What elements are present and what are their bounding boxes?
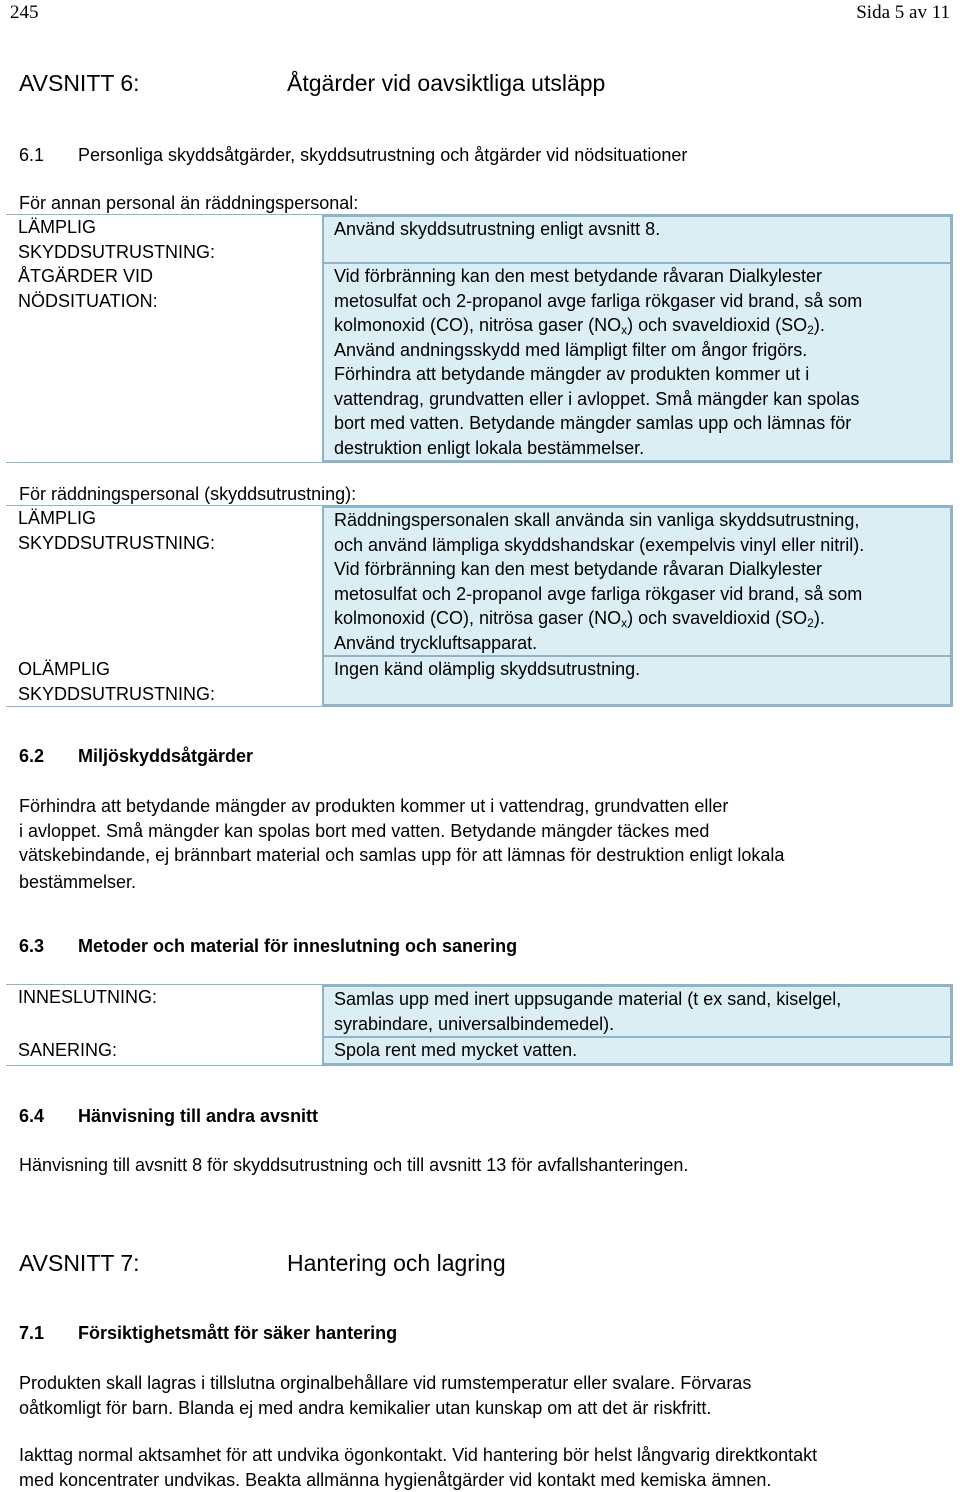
- table-row: [6, 985, 953, 1038]
- row-value: Samlas upp med inert uppsugande material (t ex sand, kiselgel, syrabindare, universalbindemedel).: [322, 985, 953, 1038]
- row-value: Använd skyddsutrustning enligt avsnitt 8.: [322, 215, 953, 264]
- table-row: [6, 506, 953, 657]
- protective-measures-table-2: [6, 505, 953, 707]
- row-label: ÅTGÄRDER VID NÖDSITUATION:: [18, 266, 158, 311]
- section-7-number: AVSNITT 7:: [19, 1250, 140, 1276]
- section-6-title: Åtgärder vid oavsiktliga utsläpp: [287, 70, 606, 96]
- containment-table: [6, 984, 953, 1066]
- subsection-6-4-number: 6.4: [19, 1106, 45, 1126]
- subsection-7-1-number: 7.1: [19, 1323, 45, 1343]
- row-label: INNESLUTNING:: [18, 987, 158, 1007]
- row-label: SANERING:: [18, 1040, 118, 1060]
- subsection-6-2-number: 6.2: [19, 746, 45, 766]
- subsection-6-2-text: Förhindra att betydande mängder av produkten kommer ut i vattendrag, grundvatten eller i avloppet. Små mängder kan spolas bort med vatten. Betydande mängder täckes med vätskebindande, ej brännbart material och samlas upp för att lämnas för destruktion enligt lokala bestämmelser.: [19, 796, 785, 892]
- section-7-title: Hantering och lagring: [287, 1250, 506, 1276]
- row-value: Ingen känd olämplig skyddsutrustning.: [322, 657, 953, 706]
- subsection-6-3-number: 6.3: [19, 936, 45, 956]
- table-row: [6, 215, 953, 264]
- row-value: Räddningspersonalen skall använda sin vanliga skyddsutrustning, och använd lämpliga skyddshandskar (exempelvis vinyl eller nitril). Vid förbränning kan den mest betydande råvaran Dialkylester metosulfat och 2-propanol avge farliga rökgaser vid brand, så som kolmonoxid (CO), nitrösa gaser $(NO_x)$ och svaveldioxid $(SO_2)$. Använd tryckluftsapparat.: [322, 506, 953, 657]
- non-rescue-intro: För annan personal än räddningspersonal:: [19, 193, 359, 213]
- row-value: Vid förbränning kan den mest betydande råvaran Dialkylester metosulfat och 2-propanol avge farliga rökgaser vid brand, så som kolmonoxid (CO), nitrösa gaser $(NO_x)$ och svaveldioxid $(SO_2)$. Använd andningsskydd med lämpligt filter om ångor frigörs. Förhindra att betydande mängder av produkten kommer ut i vattendrag, grundvatten eller i avloppet. Små mängder kan spolas bort med vatten. Betydande mängder samlas upp och lämnas för destruktion enligt lokala bestämmelser.: [322, 264, 953, 462]
- row-label: LÄMPLIG SKYDDSUTRUSTNING:: [18, 217, 216, 262]
- table-row: [6, 657, 953, 706]
- subsection-7-1-title: Försiktighetsmått för säker hantering: [78, 1323, 398, 1343]
- section-6-number: AVSNITT 6:: [19, 70, 140, 96]
- subsection-6-2-title: Miljöskyddsåtgärder: [78, 746, 254, 766]
- subsection-6-1-number: 6.1: [19, 145, 45, 165]
- row-value: Spola rent med mycket vatten.: [322, 1038, 953, 1065]
- subsection-7-1-para-2: Iakttag normal aktsamhet för att undvika ögonkontakt. Vid hantering bör helst långvarig direktkontakt med koncentrater undvikas. Beakta allmänna hygienåtgärder vid kontakt med kemiska ämnen.: [19, 1445, 818, 1490]
- table-row: [6, 1038, 953, 1065]
- subsection-6-4-text: Hänvisning till avsnitt 8 för skyddsutrustning och till avsnitt 13 för avfallshanteringen.: [19, 1155, 689, 1175]
- row-label: OLÄMPLIG SKYDDSUTRUSTNING:: [18, 659, 216, 704]
- subsection-6-3-title: Metoder och material för inneslutning och sanering: [78, 936, 518, 956]
- subsection-6-1-title: Personliga skyddsåtgärder, skyddsutrustning och åtgärder vid nödsituationer: [78, 145, 688, 165]
- subsection-7-1-para-1: Produkten skall lagras i tillslutna orginalbehållare vid rumstemperatur eller svalare. Förvaras oåtkomligt för barn. Blanda ej med andra kemikalier utan kunskap om att det är riskfritt.: [19, 1373, 752, 1418]
- page-label: Sida 5 av 11: [856, 2, 950, 23]
- subsection-6-4-title: Hänvisning till andra avsnitt: [78, 1106, 319, 1126]
- page-number: 245: [10, 2, 39, 23]
- protective-measures-table-1: [6, 214, 953, 463]
- table-row: [6, 264, 953, 462]
- row-label: LÄMPLIG SKYDDSUTRUSTNING:: [18, 508, 216, 553]
- rescue-intro: För räddningspersonal (skyddsutrustning):: [19, 484, 357, 504]
